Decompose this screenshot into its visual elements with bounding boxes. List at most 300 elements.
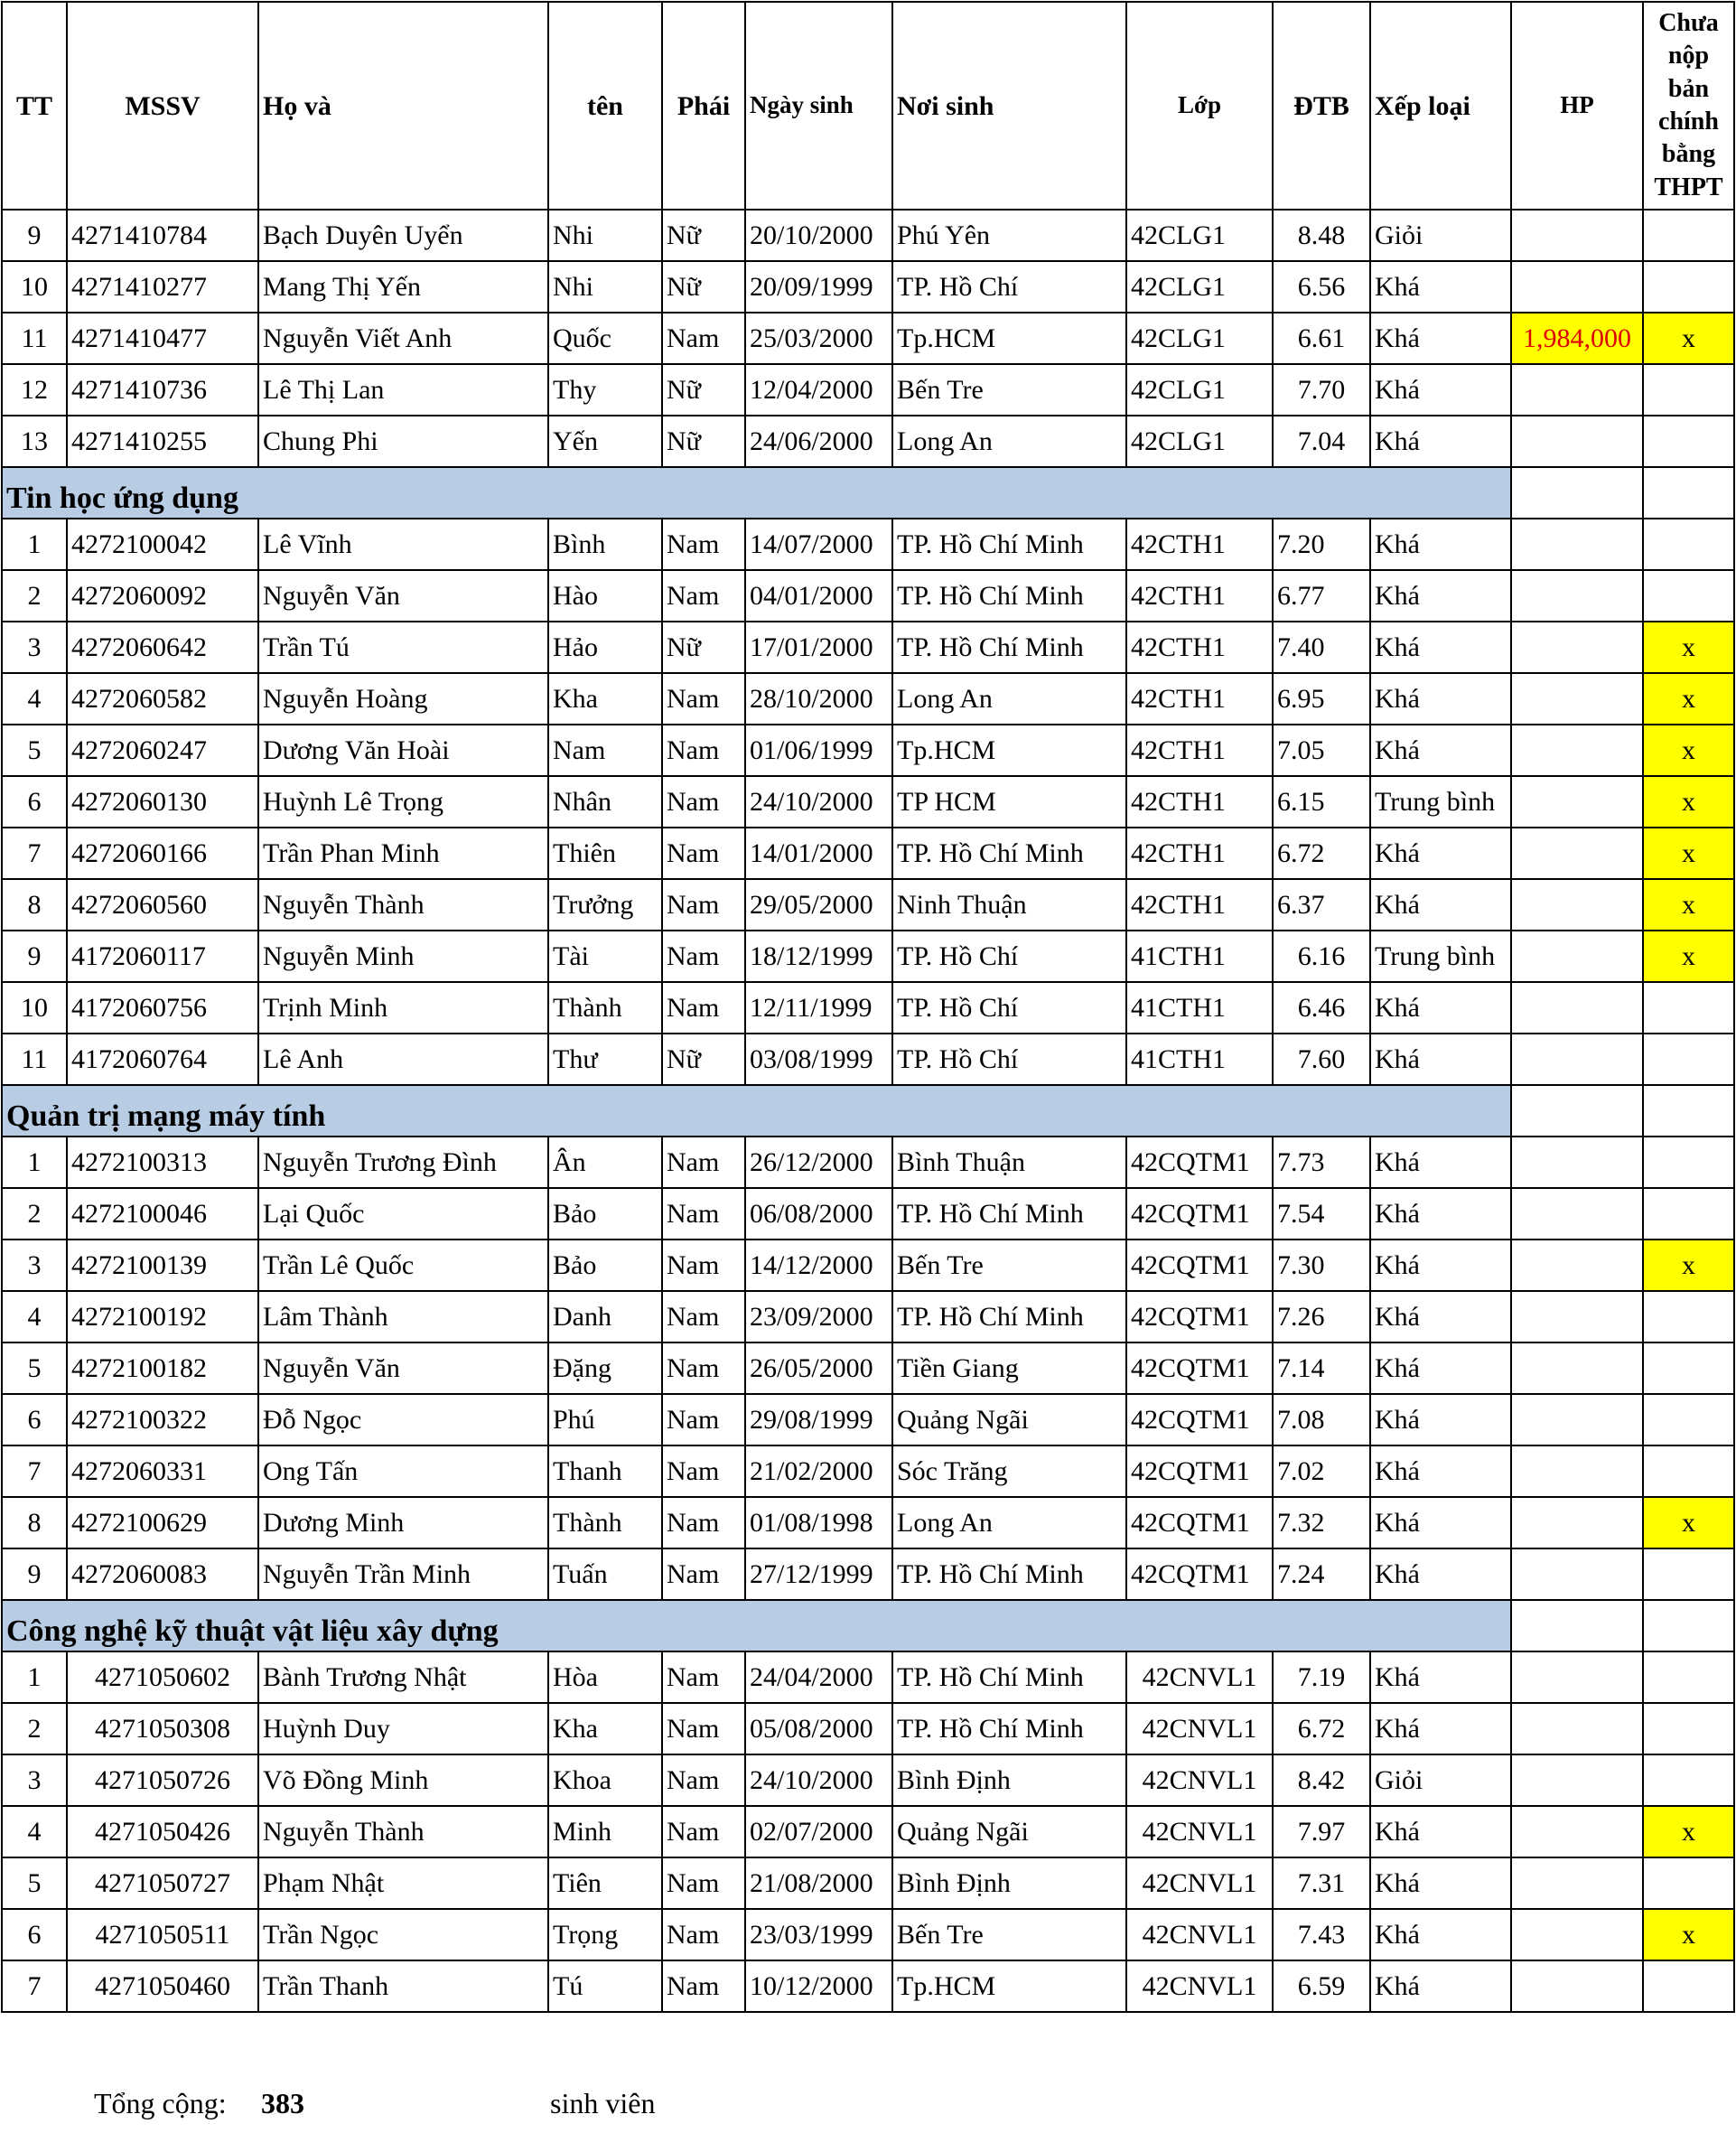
cell-ten: Thiên — [548, 828, 662, 879]
section-title-text: Quản trị mạng máy tính — [6, 1099, 326, 1133]
cell-ten: Kha — [548, 1703, 662, 1754]
cell-ten: Thành — [548, 1497, 662, 1548]
cell-ho: Trần Ngọc — [258, 1909, 548, 1960]
cell-noi: Tp.HCM — [892, 725, 1126, 776]
cell-mssv: 4271410277 — [67, 261, 258, 313]
section-title-text: Công nghệ kỹ thuật vật liệu xây dựng — [6, 1614, 499, 1648]
cell-phai: Nam — [662, 519, 745, 570]
cell-xl: Khá — [1370, 1548, 1511, 1600]
cell-tt: 9 — [2, 1548, 67, 1600]
cell-phai: Nam — [662, 828, 745, 879]
cell-ngay: 24/10/2000 — [745, 776, 892, 828]
cell-noi: TP. Hồ Chí Minh — [892, 1703, 1126, 1754]
cell-ngay: 04/01/2000 — [745, 570, 892, 622]
cell-lop: 42CQTM1 — [1126, 1497, 1273, 1548]
cell-noi: TP. Hồ Chí Minh — [892, 622, 1126, 673]
cell-ten: Bình — [548, 519, 662, 570]
cell-ngay: 12/11/1999 — [745, 982, 892, 1034]
cell-xl: Khá — [1370, 673, 1511, 725]
cell-ngay: 18/12/1999 — [745, 931, 892, 982]
cell-mssv: 4272060166 — [67, 828, 258, 879]
cell-tt: 7 — [2, 1445, 67, 1497]
cell-lop: 42CNVL1 — [1126, 1703, 1273, 1754]
cell-tt: 10 — [2, 261, 67, 313]
cell-ten: Trọng — [548, 1909, 662, 1960]
cell-noi: Quảng Ngãi — [892, 1806, 1126, 1857]
cell-ho: Dương Minh — [258, 1497, 548, 1548]
cell-lop: 42CQTM1 — [1126, 1188, 1273, 1240]
cell-x: x — [1643, 1497, 1734, 1548]
cell-lop: 42CTH1 — [1126, 828, 1273, 879]
header-xep-loai: Xếp loại — [1370, 2, 1511, 210]
cell-mssv: 4272100182 — [67, 1342, 258, 1394]
cell-noi: TP. Hồ Chí Minh — [892, 1188, 1126, 1240]
cell-dtb: 7.60 — [1273, 1034, 1370, 1085]
cell-noi: TP. Hồ Chí — [892, 982, 1126, 1034]
cell-x — [1643, 210, 1734, 261]
cell-hp: 1,984,000 — [1511, 313, 1643, 364]
cell-hp — [1511, 879, 1643, 931]
cell-phai: Nam — [662, 1137, 745, 1188]
cell-tt: 3 — [2, 1240, 67, 1291]
cell-dtb: 7.31 — [1273, 1857, 1370, 1909]
cell-ten: Khoa — [548, 1754, 662, 1806]
table-row — [2, 1137, 1734, 1188]
section-row — [2, 467, 1734, 519]
cell-ten: Quốc — [548, 313, 662, 364]
cell-ho: Nguyễn Văn — [258, 570, 548, 622]
cell-ho: Lê Vĩnh — [258, 519, 548, 570]
cell-ten: Nam — [548, 725, 662, 776]
cell-phai: Nam — [662, 1960, 745, 2012]
cell-dtb: 6.61 — [1273, 313, 1370, 364]
cell-mssv: 4172060117 — [67, 931, 258, 982]
cell-dtb: 7.24 — [1273, 1548, 1370, 1600]
cell-phai: Nam — [662, 1497, 745, 1548]
cell-ho: Huỳnh Duy — [258, 1703, 548, 1754]
cell-phai: Nam — [662, 1291, 745, 1342]
cell-x — [1643, 1188, 1734, 1240]
cell-xl: Khá — [1370, 570, 1511, 622]
cell-lop: 42CQTM1 — [1126, 1240, 1273, 1291]
cell-hp — [1511, 776, 1643, 828]
cell-noi: TP. Hồ Chí — [892, 931, 1126, 982]
cell-mssv: 4272060247 — [67, 725, 258, 776]
header-row — [2, 2, 1734, 210]
cell-ho: Lê Anh — [258, 1034, 548, 1085]
cell-tt: 3 — [2, 1754, 67, 1806]
cell-x: x — [1643, 313, 1734, 364]
cell-ten: Tiên — [548, 1857, 662, 1909]
cell-ngay: 21/08/2000 — [745, 1857, 892, 1909]
table-row — [2, 1754, 1734, 1806]
cell-dtb: 7.02 — [1273, 1445, 1370, 1497]
cell-dtb: 8.48 — [1273, 210, 1370, 261]
cell-ngay: 03/08/1999 — [745, 1034, 892, 1085]
table-row — [2, 622, 1734, 673]
cell-phai: Nam — [662, 1188, 745, 1240]
cell-hp — [1511, 1548, 1643, 1600]
table-row — [2, 776, 1734, 828]
cell-x — [1643, 519, 1734, 570]
cell-tt: 2 — [2, 1703, 67, 1754]
cell-noi: TP. Hồ Chí Minh — [892, 519, 1126, 570]
cell-ho: Lại Quốc — [258, 1188, 548, 1240]
cell-xl: Khá — [1370, 1960, 1511, 2012]
cell-noi: Long An — [892, 673, 1126, 725]
cell-ho: Lâm Thành — [258, 1291, 548, 1342]
cell-x — [1643, 416, 1734, 467]
cell-hp — [1511, 416, 1643, 467]
cell-dtb: 6.72 — [1273, 828, 1370, 879]
cell-dtb: 7.70 — [1273, 364, 1370, 416]
cell-phai: Nam — [662, 570, 745, 622]
cell-xl: Khá — [1370, 1445, 1511, 1497]
cell-lop: 41CTH1 — [1126, 1034, 1273, 1085]
cell-mssv: 4271050511 — [67, 1909, 258, 1960]
cell-x: x — [1643, 673, 1734, 725]
cell-dtb: 7.20 — [1273, 519, 1370, 570]
cell-phai: Nữ — [662, 1034, 745, 1085]
table-row — [2, 1857, 1734, 1909]
cell-lop: 42CNVL1 — [1126, 1857, 1273, 1909]
cell-mssv: 4272060582 — [67, 673, 258, 725]
cell-tt: 9 — [2, 210, 67, 261]
cell-lop: 42CLG1 — [1126, 261, 1273, 313]
cell-tt: 13 — [2, 416, 67, 467]
header-ngay-sinh: Ngày sinh — [745, 2, 892, 210]
cell-mssv: 4272060130 — [67, 776, 258, 828]
cell-tt: 5 — [2, 1342, 67, 1394]
cell-xl: Khá — [1370, 261, 1511, 313]
cell-xl: Khá — [1370, 364, 1511, 416]
section-title — [2, 1085, 1511, 1137]
cell-tt: 7 — [2, 828, 67, 879]
cell-x — [1643, 982, 1734, 1034]
cell-phai: Nữ — [662, 416, 745, 467]
cell-hp — [1511, 1960, 1643, 2012]
cell-noi: Tp.HCM — [892, 1960, 1126, 2012]
cell-mssv: 4272060331 — [67, 1445, 258, 1497]
cell-hp — [1511, 982, 1643, 1034]
cell-ho: Trần Lê Quốc — [258, 1240, 548, 1291]
table-row — [2, 1445, 1734, 1497]
cell-ngay: 29/08/1999 — [745, 1394, 892, 1445]
cell-phai: Nữ — [662, 261, 745, 313]
cell-phai: Nam — [662, 931, 745, 982]
cell-dtb: 7.26 — [1273, 1291, 1370, 1342]
cell-xl: Khá — [1370, 1188, 1511, 1240]
cell-mssv: 4172060756 — [67, 982, 258, 1034]
cell-phai: Nam — [662, 1651, 745, 1703]
cell-phai: Nam — [662, 1445, 745, 1497]
cell-lop: 41CTH1 — [1126, 982, 1273, 1034]
cell-ten: Minh — [548, 1806, 662, 1857]
cell-mssv: 4271410736 — [67, 364, 258, 416]
table-row — [2, 982, 1734, 1034]
section-row — [2, 1085, 1734, 1137]
cell-lop: 42CQTM1 — [1126, 1291, 1273, 1342]
cell-phai: Nam — [662, 1240, 745, 1291]
cell-noi: Phú Yên — [892, 210, 1126, 261]
cell-mssv: 4272060642 — [67, 622, 258, 673]
cell-noi: Bình Thuận — [892, 1137, 1126, 1188]
section-empty-cell — [1643, 1600, 1734, 1651]
cell-lop: 42CTH1 — [1126, 570, 1273, 622]
cell-ho: Bành Trương Nhật — [258, 1651, 548, 1703]
cell-ngay: 06/08/2000 — [745, 1188, 892, 1240]
table-row — [2, 879, 1734, 931]
cell-mssv: 4272060092 — [67, 570, 258, 622]
cell-tt: 1 — [2, 1137, 67, 1188]
cell-tt: 12 — [2, 364, 67, 416]
cell-x — [1643, 261, 1734, 313]
header-ten: tên — [548, 2, 662, 210]
cell-xl: Khá — [1370, 622, 1511, 673]
cell-ten: Ân — [548, 1137, 662, 1188]
cell-dtb: 7.40 — [1273, 622, 1370, 673]
cell-xl: Khá — [1370, 725, 1511, 776]
cell-hp — [1511, 828, 1643, 879]
header-dtb: ĐTB — [1273, 2, 1370, 210]
table-row — [2, 210, 1734, 261]
cell-tt: 11 — [2, 313, 67, 364]
cell-ho: Võ Đồng Minh — [258, 1754, 548, 1806]
cell-lop: 42CNVL1 — [1126, 1754, 1273, 1806]
cell-x — [1643, 1445, 1734, 1497]
cell-noi: Sóc Trăng — [892, 1445, 1126, 1497]
section-empty-cell — [1511, 1600, 1643, 1651]
cell-ten: Bảo — [548, 1240, 662, 1291]
cell-dtb: 8.42 — [1273, 1754, 1370, 1806]
cell-hp — [1511, 673, 1643, 725]
cell-hp — [1511, 210, 1643, 261]
cell-x: x — [1643, 1909, 1734, 1960]
cell-ho: Nguyễn Hoàng — [258, 673, 548, 725]
cell-ho: Trịnh Minh — [258, 982, 548, 1034]
cell-x — [1643, 1291, 1734, 1342]
total-count: 383 — [261, 2087, 304, 2119]
header-phai: Phái — [662, 2, 745, 210]
cell-noi: TP. Hồ Chí — [892, 261, 1126, 313]
cell-tt: 4 — [2, 673, 67, 725]
cell-ngay: 17/01/2000 — [745, 622, 892, 673]
cell-ho: Mang Thị Yến — [258, 261, 548, 313]
cell-tt: 5 — [2, 725, 67, 776]
cell-noi: Ninh Thuận — [892, 879, 1126, 931]
cell-ten: Hào — [548, 570, 662, 622]
cell-ten: Tú — [548, 1960, 662, 2012]
cell-ngay: 12/04/2000 — [745, 364, 892, 416]
cell-noi: Long An — [892, 1497, 1126, 1548]
cell-hp — [1511, 1909, 1643, 1960]
cell-noi: Bến Tre — [892, 1240, 1126, 1291]
cell-ho: Nguyễn Văn — [258, 1342, 548, 1394]
cell-mssv: 4271050426 — [67, 1806, 258, 1857]
cell-xl: Trung bình — [1370, 776, 1511, 828]
cell-ten: Hảo — [548, 622, 662, 673]
cell-dtb: 7.32 — [1273, 1497, 1370, 1548]
cell-ho: Dương Văn Hoài — [258, 725, 548, 776]
table-row — [2, 673, 1734, 725]
cell-x — [1643, 570, 1734, 622]
cell-mssv: 4272100322 — [67, 1394, 258, 1445]
cell-hp — [1511, 570, 1643, 622]
cell-tt: 6 — [2, 1394, 67, 1445]
cell-phai: Nữ — [662, 210, 745, 261]
cell-xl: Khá — [1370, 313, 1511, 364]
cell-noi: Bình Định — [892, 1857, 1126, 1909]
cell-noi: TP HCM — [892, 776, 1126, 828]
cell-xl: Khá — [1370, 828, 1511, 879]
cell-xl: Khá — [1370, 982, 1511, 1034]
cell-ngay: 24/10/2000 — [745, 1754, 892, 1806]
cell-mssv: 4272100313 — [67, 1137, 258, 1188]
cell-tt: 4 — [2, 1291, 67, 1342]
cell-ho: Trần Phan Minh — [258, 828, 548, 879]
section-empty-cell — [1511, 1085, 1643, 1137]
cell-hp — [1511, 1394, 1643, 1445]
table-row — [2, 261, 1734, 313]
cell-ten: Nhi — [548, 261, 662, 313]
table-row — [2, 570, 1734, 622]
table-row — [2, 725, 1734, 776]
cell-noi: Tiền Giang — [892, 1342, 1126, 1394]
cell-ngay: 25/03/2000 — [745, 313, 892, 364]
cell-phai: Nam — [662, 673, 745, 725]
header-hp: HP — [1511, 2, 1643, 210]
cell-ho: Nguyễn Viết Anh — [258, 313, 548, 364]
cell-x — [1643, 1342, 1734, 1394]
cell-hp — [1511, 1137, 1643, 1188]
total-label: Tổng cộng: — [94, 2087, 227, 2119]
cell-phai: Nam — [662, 725, 745, 776]
cell-mssv: 4271050602 — [67, 1651, 258, 1703]
cell-x: x — [1643, 931, 1734, 982]
cell-phai: Nam — [662, 1909, 745, 1960]
cell-dtb: 6.56 — [1273, 261, 1370, 313]
cell-hp — [1511, 1445, 1643, 1497]
cell-hp — [1511, 1188, 1643, 1240]
table-row — [2, 1651, 1734, 1703]
cell-lop: 42CTH1 — [1126, 725, 1273, 776]
cell-tt: 2 — [2, 570, 67, 622]
cell-ngay: 02/07/2000 — [745, 1806, 892, 1857]
cell-x: x — [1643, 879, 1734, 931]
cell-hp — [1511, 1651, 1643, 1703]
cell-hp — [1511, 1342, 1643, 1394]
cell-phai: Nam — [662, 982, 745, 1034]
cell-x — [1643, 1960, 1734, 2012]
cell-tt: 11 — [2, 1034, 67, 1085]
cell-tt: 3 — [2, 622, 67, 673]
cell-xl: Khá — [1370, 1394, 1511, 1445]
cell-x — [1643, 1857, 1734, 1909]
cell-noi: TP. Hồ Chí Minh — [892, 828, 1126, 879]
cell-ten: Danh — [548, 1291, 662, 1342]
cell-noi: Bình Định — [892, 1754, 1126, 1806]
cell-mssv: 4272100192 — [67, 1291, 258, 1342]
cell-x: x — [1643, 1806, 1734, 1857]
cell-ho: Ong Tấn — [258, 1445, 548, 1497]
cell-tt: 6 — [2, 1909, 67, 1960]
cell-noi: TP. Hồ Chí Minh — [892, 1651, 1126, 1703]
cell-phai: Nam — [662, 776, 745, 828]
cell-noi: TP. Hồ Chí Minh — [892, 1291, 1126, 1342]
cell-ngay: 21/02/2000 — [745, 1445, 892, 1497]
cell-ngay: 01/06/1999 — [745, 725, 892, 776]
cell-phai: Nam — [662, 1754, 745, 1806]
cell-mssv: 4272100042 — [67, 519, 258, 570]
cell-xl: Khá — [1370, 1651, 1511, 1703]
cell-ho: Nguyễn Minh — [258, 931, 548, 982]
cell-lop: 42CLG1 — [1126, 313, 1273, 364]
cell-xl: Khá — [1370, 1497, 1511, 1548]
cell-mssv: 4271410477 — [67, 313, 258, 364]
cell-ngay: 27/12/1999 — [745, 1548, 892, 1600]
cell-tt: 1 — [2, 519, 67, 570]
cell-hp — [1511, 725, 1643, 776]
table-row — [2, 1703, 1734, 1754]
cell-noi: TP. Hồ Chí Minh — [892, 1548, 1126, 1600]
cell-hp — [1511, 931, 1643, 982]
header-mssv: MSSV — [67, 2, 258, 210]
cell-lop: 42CNVL1 — [1126, 1806, 1273, 1857]
cell-ten: Thành — [548, 982, 662, 1034]
table-row — [2, 416, 1734, 467]
cell-xl: Khá — [1370, 1703, 1511, 1754]
cell-x — [1643, 1651, 1734, 1703]
cell-lop: 42CTH1 — [1126, 776, 1273, 828]
cell-mssv: 4271050460 — [67, 1960, 258, 2012]
cell-ngay: 28/10/2000 — [745, 673, 892, 725]
cell-ngay: 05/08/2000 — [745, 1703, 892, 1754]
cell-dtb: 7.08 — [1273, 1394, 1370, 1445]
cell-mssv: 4272060560 — [67, 879, 258, 931]
cell-tt: 8 — [2, 1497, 67, 1548]
table-row — [2, 1034, 1734, 1085]
table-row — [2, 828, 1734, 879]
cell-ho: Nguyễn Trương Đình — [258, 1137, 548, 1188]
cell-hp — [1511, 519, 1643, 570]
cell-ho: Đỗ Ngọc — [258, 1394, 548, 1445]
cell-hp — [1511, 1291, 1643, 1342]
cell-xl: Khá — [1370, 1137, 1511, 1188]
cell-dtb: 6.15 — [1273, 776, 1370, 828]
cell-ngay: 01/08/1998 — [745, 1497, 892, 1548]
cell-hp — [1511, 622, 1643, 673]
cell-xl: Giỏi — [1370, 210, 1511, 261]
student-table — [1, 1, 1735, 2013]
cell-hp — [1511, 1806, 1643, 1857]
cell-ten: Kha — [548, 673, 662, 725]
cell-ngay: 14/12/2000 — [745, 1240, 892, 1291]
cell-x: x — [1643, 776, 1734, 828]
cell-mssv: 4272100629 — [67, 1497, 258, 1548]
cell-ho: Nguyễn Thành — [258, 1806, 548, 1857]
cell-lop: 42CQTM1 — [1126, 1342, 1273, 1394]
cell-hp — [1511, 1857, 1643, 1909]
cell-lop: 42CNVL1 — [1126, 1909, 1273, 1960]
table-row — [2, 1291, 1734, 1342]
table-body — [2, 210, 1734, 2012]
cell-phai: Nam — [662, 1857, 745, 1909]
cell-hp — [1511, 1703, 1643, 1754]
cell-phai: Nam — [662, 1806, 745, 1857]
cell-xl: Khá — [1370, 1240, 1511, 1291]
cell-lop: 42CTH1 — [1126, 673, 1273, 725]
cell-ten: Đặng — [548, 1342, 662, 1394]
